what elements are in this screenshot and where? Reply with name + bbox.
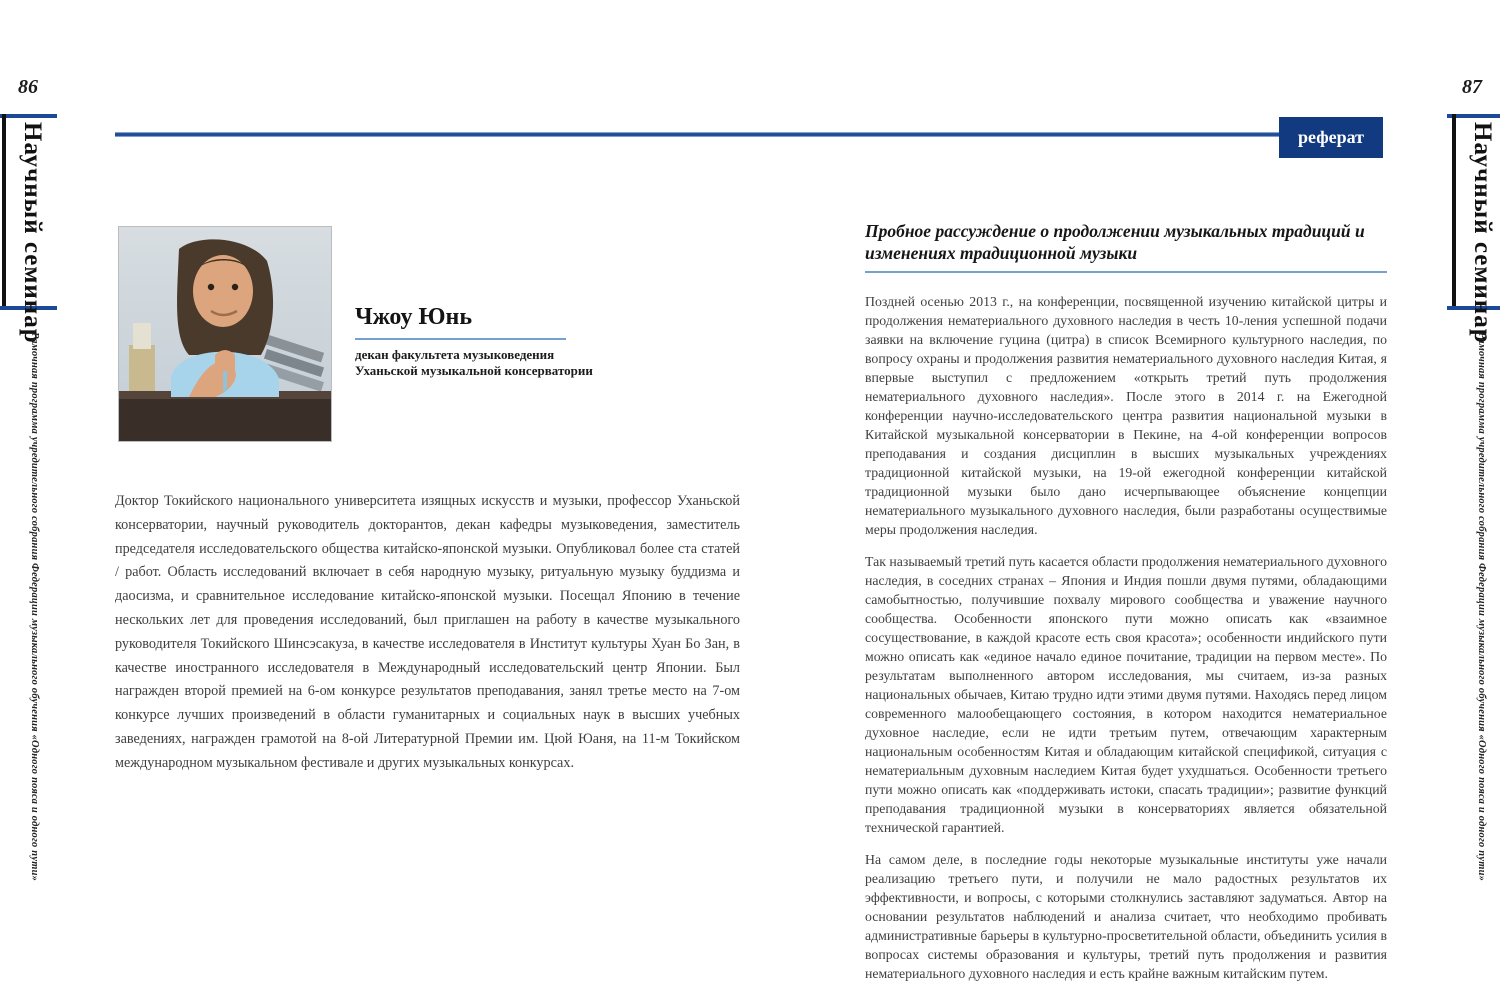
sidebar-left-edge-bar: [2, 114, 6, 310]
person-role-line2: Уханьской музыкальной консерватории: [355, 363, 593, 378]
page-number-right: 87: [1462, 76, 1482, 98]
sidebar-left-top-rule: [0, 114, 57, 118]
header-rule: [115, 132, 1281, 137]
person-bio: Доктор Токийского национального университета изящных искусств и музыки, профессор Уханьской консерватории, научный руководитель докторантов, декан кафедры музыковедения, заместитель председателя исследовательского общества китайско-японской музыки. Опубликовал более ста статей / работ. Область исследований включает в себя народную музыку, ритуальную музыку буддизма и даосизма, и сравнительное исследование китайско-японской музыки. Посещал Японию в течение нескольких лет для проведения исследований, был приглашен на работу в качестве музыкального руководителя Токийского Шинсэсакуза, в качестве исследователя в Институт культуры Хуан Бо Зан, в качестве иностранного исследователя в Международный исследовательский центр Японии. Был награжден второй премией на 6-ом конкурсе результатов преподавания, занял третье место на 7-ом конкурсе лучших произведений в области гуманитарных и социальных наук в высших учебных заведениях, награжден грамотой на 8-ой Литературной Премии им. Цюй Юаня, на 11-м Токийском международном музыкальном фестивале и других музыкальных конкурсах.: [115, 493, 740, 771]
person-role-line1: декан факультета музыковедения: [355, 347, 555, 362]
article-paragraph-2: Так называемый третий путь касается области продолжения нематериального духовного наследия, в соседних странах – Япония и Индия пошли двумя путями, обладающими самобытностью, получившие похвалу мирового сообщества и уважение научного сообщества. Особенности японского пути можно описать как «взаимное сосуществование, в каждой красоте есть своя красота»; особенности индийского пути можно описать как «единое начало единое почитание, традиции на первом месте». По результатам выполненного автором исследования, мы считаем, из-за разных национальных обычаев, Китаю трудно идти этими двумя путями. Находясь перед лицом современного малообещающего состояния, в котором находится нематериальное духовное наследие, если не идти третьим путем, отвечающим характерным национальным особенностям Китая и обладающим китайской спецификой, ситуация с нематериальным духовным наследием Китая будет ухудшаться. Особенности третьего пути можно описать как «поддерживать истоки, спасать традиции»; развитие функций преподавания традиционной музыки в консерваториях является обязательной технической гарантией.: [865, 554, 1387, 835]
page-number-left: 86: [18, 76, 38, 98]
article-paragraph-3: На самом деле, в последние годы некоторые музыкальные институты уже начали реализацию третьего пути, и получили не мало радостных результатов их эффективности, и вопросы, с которыми столкнулись заставляют задуматься. Автор на основании результатов наблюдений и анализа считает, что необходимо пробивать административные барьеры в культурно-просветительной области, объединить усилия в вопросах системы образования и культуры, третий путь продолжения и развития нематериального духовного наследия и есть крайне важным китайским путем.: [865, 852, 1387, 981]
portrait-photo-art: [119, 227, 331, 441]
sidebar-left-section-title: Научный семинар: [19, 122, 46, 344]
sidebar-right-edge-bar: [1452, 114, 1456, 310]
portrait-photo: [118, 226, 332, 442]
abstract-badge: реферат: [1279, 117, 1383, 158]
person-name: Чжоу Юнь: [355, 304, 473, 330]
article-body: [865, 292, 1387, 983]
sidebar-right-subtitle: Рамочная программа учредительного собрания Федерации музыкального обучения «Одного пояса и одного пути»: [1476, 332, 1487, 882]
person-name-underline: [355, 338, 566, 340]
article-title-underline: [865, 271, 1387, 273]
sidebar-right-section-title: Научный семинар: [1469, 122, 1496, 344]
sidebar-left-subtitle: Рамочная программа учредительного собрания Федерации музыкального обучения «Одного пояса и одного пути»: [29, 332, 40, 882]
article-title: Пробное рассуждение о продолжении музыкальных традиций и изменениях традиционной музыки: [865, 221, 1365, 263]
article-paragraph-1: Поздней осенью 2013 г., на конференции, посвященной изучению китайской цитры и продолжения нематериального духовного наследия в честь 10-ления успешной подачи заявки на включение гуцина (цитра) в список Всемирного культурного наследия, по вопросу охраны и продолжения развития нематериального духовного наследия Китая, я впервые выступил с предложением «открыть третий путь продолжения нематериального духовного наследия». После этого в 2014 г. на Ежегодной конференции научно-исследовательского центра развития национальной музыки в Китайской музыкальной консерватории в Пекине, на 4-ой конференции вопросов преподавания и создания дисциплин в высших музыкальных учреждениях традиционной китайской музыки, на 19-ой ежегодной конференции китайской традиционной музыки было дано исчерпывающее объяснение концепции нематериального музыкального духовного наследия, были разработаны осуществимые меры продолжения наследия.: [865, 294, 1387, 537]
